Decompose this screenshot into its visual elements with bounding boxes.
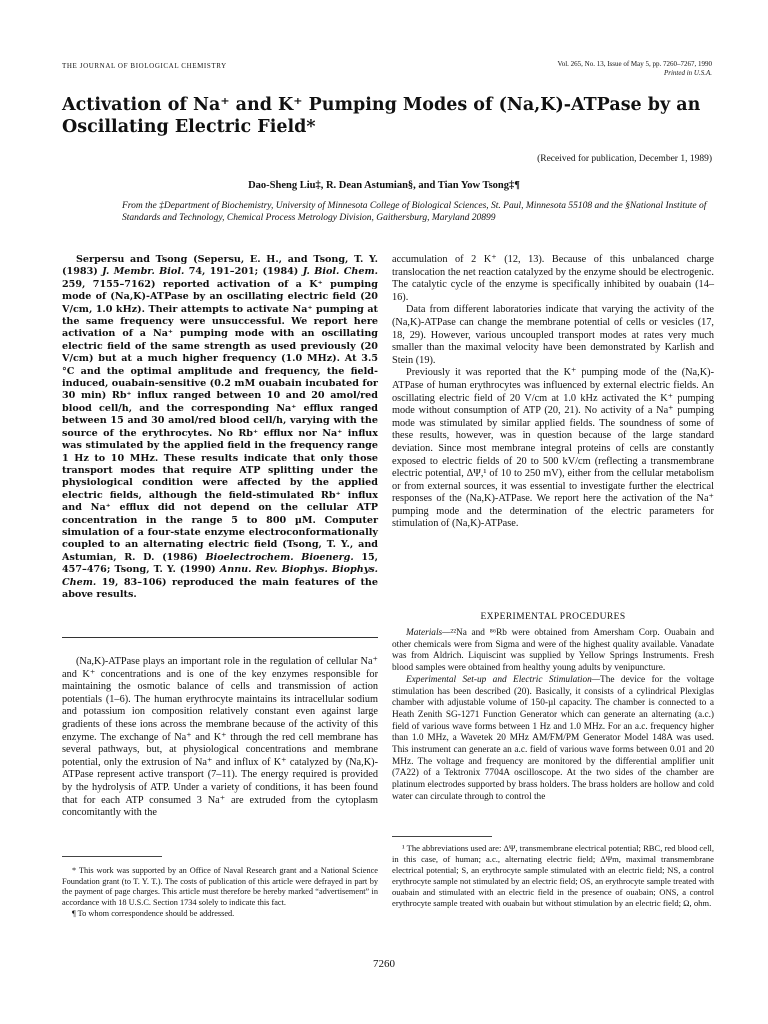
right-paragraph-1: accumulation of 2 K⁺ (12, 13). Because of this unbalanced charge translocation the net reaction catalyzed by the enzyme should be electrogenic. The catalytic cycle of the enzyme is specifically inhibited by ouabain (14–16). xyxy=(392,254,714,303)
abstract-end: 19, 83–106) reproduced the main features of the above results. xyxy=(62,576,379,600)
intro-paragraph: (Na,K)-ATPase plays an important role in the regulation of cellular Na⁺ and K⁺ concentrations and is one of the key enzymes responsible for maintaining the osmotic balance of cells and transmission of action potentials (1–6). The human erythrocyte maintains its intracellular sodium and potassium ion composition relatively constant even against large gradients of these ions across the membrane because of the activity of this enzyme. The exchange of Na⁺ and K⁺ through the red cell membrane has several pathways, but, at physiological concentrations and membrane potential, only the extrusion of Na⁺ and influx of K⁺ catalyzed by (Na,K)-ATPase represent active transport (7–11). The energy required is provided by the hydrolysis of ATP. Under a variety of conditions, it has been found that for each ATP consumed 3 Na⁺ are extruded from the cytoplasm concomitantly with the xyxy=(62,656,378,819)
abstract-cite-4: Annu. Rev. Biophys. Biophys. Chem. xyxy=(62,564,379,588)
right-column-text xyxy=(392,254,714,531)
footnote-funding: * This work was supported by an Office of Naval Research grant and a National Science Foundation grant (to T. Y. T.). The costs of publication of this article were defrayed in part by the payment of page charges. This article must therefore be hereby marked “advertisement” in accordance with 18 U.S.C. Section 1734 solely to indicate this fact. xyxy=(62,866,378,907)
received-date: (Received for publication, December 1, 1989) xyxy=(537,154,712,164)
page-number: 7260 xyxy=(373,958,395,970)
introduction xyxy=(62,656,378,820)
footnote-divider-right xyxy=(392,836,492,837)
setup-subheading: Experimental Set-up and Electric Stimulation— xyxy=(406,674,601,685)
methods-text xyxy=(392,628,714,804)
abstract-cite-1-rest: 74, 191–201; (1984) xyxy=(188,266,299,278)
footnotes-left xyxy=(62,866,378,921)
right-paragraph-2: Data from different laboratories indicate that varying the activity of the (Na,K)-ATPase can change the membrane potential of cells or vesicles (17, 18, 29). However, various uncoupled transport modes at rates very much smaller than the maximal velocity have been demonstrated by Karlish and Stein (19). xyxy=(392,304,714,366)
article-title: Activation of Na⁺ and K⁺ Pumping Modes of (Na,K)-ATPase by an Oscillating Electric Field* xyxy=(62,95,701,137)
abstract xyxy=(62,254,378,601)
running-header-issue xyxy=(558,60,712,78)
abstract-cite-3: Bioelectrochem. Bioenerg. xyxy=(205,551,354,563)
materials-subheading: Materials— xyxy=(406,628,451,638)
right-paragraph-3: Previously it was reported that the K⁺ pumping mode of the (Na,K)-ATPase of human erythrocytes was influenced by external electric fields. An oscillating electric field of 20 V/cm at 1.0 kHz activated the K⁺ pumping mode without consumption of ATP (20, 21). No activity of a Na⁺ pumping mode was stimulated by similar applied fields. The soundness of some of these results, however, was in question because of the large standard deviation. Since most membrane integral proteins of cells are constantly exposed to electric fields of 20 to 500 kV/cm (reflecting a transmembrane electric potential, ΔΨ,¹ of 10 to 250 mV), either from the cellular metabolism or from external sources, it was essential to investigate further the electrical responses of the (Na,K)-ATPase. We report here the activation of the Na⁺ pumping mode and the determination of the electric parameters for stimulation of (Na,K)-ATPase. xyxy=(392,367,714,530)
abstract-cite-2: J. Biol. Chem. xyxy=(302,266,378,278)
abstract-cite-1: J. Membr. Biol. xyxy=(102,266,185,278)
abstract-divider xyxy=(62,637,378,638)
footnote-abbreviations: ¹ The abbreviations used are: ΔΨ, transmembrane electrical potential; RBC, red blood cell, in this case, of human; a.c., alternating electric field; ΔΨm, maximal transmembrane electrical potential; S, an erythrocyte sample stimulated with an electric field; NS, a control erythrocyte sample not stimulated by an electric field; OS, an erythrocyte sample treated with ouabain and stimulated with an electric field in the presence of ouabain; ONS, a control erythrocyte sample treated with ouabain but without stimulation by an electric field; Ω, ohm. xyxy=(392,843,714,908)
affiliation: From the ‡Department of Biochemistry, University of Minnesota College of Biological Sciences, St. Paul, Minnesota 55108 and the §National Institute of Standards and Technology, Chemical Process Metrology Division, Gaithersburg, Maryland 20899 xyxy=(122,201,707,223)
footnote-correspondence: ¶ To whom correspondence should be addressed. xyxy=(72,909,235,918)
section-heading-experimental: EXPERIMENTAL PROCEDURES xyxy=(480,612,626,622)
abstract-mid: 15, 457–476; Tsong, T. Y. (1990) xyxy=(62,551,379,576)
running-header-journal: THE JOURNAL OF BIOLOGICAL CHEMISTRY xyxy=(62,62,227,70)
volume-line: Vol. 265, No. 13, Issue of May 5, pp. 7260–7267, 1990 xyxy=(557,60,712,68)
abstract-body: 259, 7155–7162) reported activation of a K⁺ pumping mode of (Na,K)-ATPase by an oscillating electric field (20 V/cm, 1.0 kHz). Their attempts to activate Na⁺ pumping at the same frequency were unsuccessful. We report here activation of a Na⁺ pumping mode with an oscillating electric field of the same strength as used previously (20 V/cm) but at a much higher frequency (1.0 MHz). At 3.5 °C and the optimal amplitude and frequency, the field-induced, ouabain-sensitive (0.2 mM ouabain incubated for 30 min) Rb⁺ influx ranged between 10 and 20 amol/red blood cell/h, and the corresponding Na⁺ efflux ranged between 15 and 30 amol/red blood cell/h, varying with the source of the erythrocytes. No Rb⁺ efflux nor Na⁺ influx was stimulated by the applied field in the frequency range 1 Hz to 10 MHz. These results indicate that only those transport modes that require ATP splitting under the physiological condition were affected by the applied electric fields, although the field-stimulated Rb⁺ influx and Na⁺ efflux did not depend on the cellular ATP concentration in the range 5 to 800 µM. Computer simulation of a four-state enzyme electroconformationally coupled to an alternating electric field (Tsong, T. Y., and Astumian, R. D. (1986) xyxy=(62,278,378,563)
abstract-lead: Serpersu and Tsong (Sepersu, E. H., and Tsong, T. Y. (1983) xyxy=(62,254,378,278)
printed-note: Printed in U.S.A. xyxy=(663,69,712,77)
materials-text: ²²Na and ⁸⁶Rb were obtained from Amersham Corp. Ouabain and other chemicals were from Sigma and were of the highest quality available. Vanadate was from Aldrich. Liquiscint was supplied by Yellow Springs Instruments. Fresh blood samples were obtained from healthy young adults by venipuncture. xyxy=(392,628,714,674)
author-list: Dao-Sheng Liu‡, R. Dean Astumian§, and Tian Yow Tsong‡¶ xyxy=(248,180,520,191)
footnotes-right xyxy=(392,843,714,909)
footnote-divider-left xyxy=(62,856,162,857)
setup-text: The device for the voltage stimulation has been described (20). Basically, it consists of a cylindrical Plexiglas chamber with adjustable volume of 150-µl capacity. The chamber is connected to a Heath Zenith SG-1271 Function Generator which can generate an alternating (a.c.) field of various wave forms between 1 Hz and 1.0 MHz. For an a.c. frequency higher than 1.0 MHz, a Wavetek 20 MHz AM/FM/PM Generator Model 148A was used. This instrument can generate an a.c. field of various wave forms between 0.01 and 20 MHz. The voltage and frequency are monitored by the differential amplifier unit (7A22) of a Tektronix 7704A oscilloscope. At the two sides of the chamber are platinum electrodes supported by brass holders. The brass holders are hollow and cold water can circulate through to control the xyxy=(392,674,714,802)
